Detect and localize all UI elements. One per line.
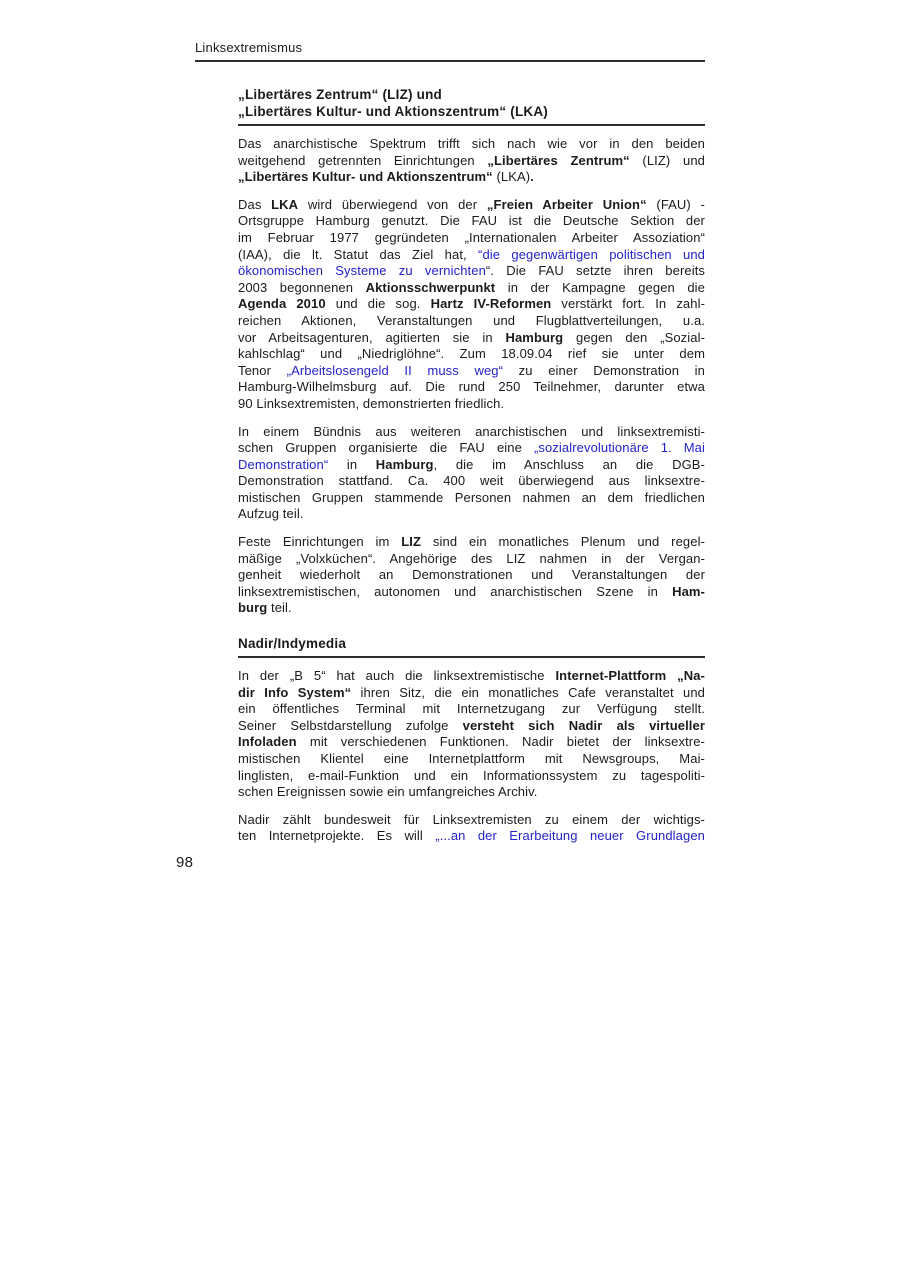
- body-text: „Libertäres Zentrum“ (LIZ) und: [238, 87, 443, 102]
- text-line: [238, 784, 705, 801]
- emphasis-text: LKA: [271, 196, 299, 212]
- text-line: [238, 718, 705, 735]
- emphasis-text: Agenda 2010: [238, 296, 326, 312]
- emphasis-text: Hartz IV-Reformen: [430, 296, 552, 312]
- text-line: [238, 153, 705, 170]
- text-line: [238, 490, 705, 507]
- text-line: [238, 363, 705, 380]
- text-line: [238, 751, 705, 768]
- text-line: [238, 313, 705, 330]
- quoted-citation-text: „...an der Erarbeitung neuer Grundlagen: [435, 828, 705, 844]
- body-text: in der Kampagne gegen die: [495, 279, 705, 295]
- emphasis-text: Aktionsschwerpunkt: [365, 279, 496, 295]
- heading-nadir-indymedia: [238, 635, 705, 658]
- body-text: (LIZ) und: [629, 152, 705, 168]
- text-line: [238, 424, 705, 441]
- document-body: [238, 86, 705, 856]
- body-text: ten Internetprojekte. Es will: [238, 828, 436, 844]
- text-line: [238, 506, 705, 523]
- paragraph-lka-fau: [238, 197, 705, 413]
- paragraph-nadir-info-system: [238, 668, 705, 801]
- emphasis-text: Hamburg: [375, 456, 434, 472]
- text-line: [238, 635, 705, 652]
- emphasis-text: „Libertäres Kultur- und Aktionszentrum“: [238, 169, 493, 185]
- paragraph-anarchistisches-spektrum: [238, 136, 705, 186]
- text-line: [238, 734, 705, 751]
- text-line: [238, 440, 705, 457]
- text-line: [238, 551, 705, 568]
- quoted-citation-text: „sozialrevolutionäre 1. Mai: [533, 440, 706, 456]
- emphasis-text: dir Info System“: [238, 684, 352, 700]
- body-text: im Februar 1977 gegründeten „Internationalen Arbeiter Assoziation“: [238, 229, 705, 245]
- emphasis-text: versteht sich Nadir als virtueller: [462, 717, 705, 733]
- body-text: mistischen Gruppen stammende Personen nahmen an dem friedlichen: [238, 489, 705, 505]
- body-text: Feste Einrichtungen im: [238, 534, 402, 550]
- body-text: kahlschlag“ und „Niedriglöhne“. Zum 18.09.04 rief sie unter dem: [238, 346, 705, 362]
- body-text: Hamburg-Wilhelmsburg auf. Die rund 250 Teilnehmer, darunter etwa: [238, 379, 705, 395]
- text-line: [238, 86, 705, 103]
- emphasis-text: burg: [238, 600, 268, 616]
- body-text: 2003 begonnenen: [238, 279, 366, 295]
- emphasis-text: Internet-Plattform „Na-: [555, 668, 705, 684]
- text-line: [238, 473, 705, 490]
- emphasis-text: Ham-: [672, 583, 705, 599]
- body-text: mit verschiedenen Funktionen. Nadir bietet der linksextre-: [296, 734, 705, 750]
- text-line: [238, 197, 705, 214]
- running-header-text: Linksextremismus: [195, 40, 303, 55]
- body-text: Seiner Selbstdarstellung zufolge: [238, 717, 463, 733]
- text-line: [238, 213, 705, 230]
- body-text: , die im Anschluss an die DGB-: [433, 456, 705, 472]
- text-line: [238, 768, 705, 785]
- body-text: und die sog.: [325, 296, 431, 312]
- body-text: mistischen Klientel eine Internetplattform mit Newsgroups, Mai-: [238, 751, 705, 766]
- text-line: [238, 230, 705, 247]
- body-text: wird überwiegend von der: [298, 196, 487, 212]
- text-line: [238, 169, 705, 186]
- body-text: zu einer Demonstration in: [503, 362, 706, 378]
- body-text: weitgehend getrennten Einrichtungen: [238, 152, 488, 168]
- body-text: Das: [238, 196, 272, 212]
- quoted-citation-text: Demonstration“: [238, 456, 329, 472]
- body-text: Nadir zählt bundesweit für Linksextremisten zu einem der wichtigs-: [238, 811, 705, 827]
- text-line: [238, 346, 705, 363]
- body-text: gegen den „Sozial-: [563, 329, 706, 345]
- body-text: in: [328, 456, 376, 472]
- body-text: vor Arbeitsagenturen, agitierten sie in: [238, 329, 506, 345]
- emphasis-text: .: [530, 169, 534, 185]
- quoted-citation-text: ökonomischen Systeme zu vernichten: [238, 263, 486, 279]
- emphasis-text: „Libertäres Zentrum“: [487, 152, 630, 168]
- text-line: [238, 812, 705, 829]
- text-line: [238, 103, 705, 120]
- body-text: schen Ereignissen sowie ein umfangreiches Archiv.: [238, 784, 538, 800]
- text-line: [238, 701, 705, 718]
- quoted-citation-text: „Arbeitslosengeld II muss weg“: [286, 362, 504, 378]
- text-line: [238, 567, 705, 584]
- heading-liz-lka: [238, 86, 705, 126]
- text-line: [238, 600, 705, 617]
- text-line: [238, 247, 705, 264]
- emphasis-text: LIZ: [401, 534, 422, 550]
- emphasis-text: „Freien Arbeiter Union“: [486, 196, 647, 212]
- text-line: [238, 396, 705, 413]
- text-line: [238, 685, 705, 702]
- body-text: reichen Aktionen, Veranstaltungen und Flugblattverteilungen, u.a.: [238, 312, 705, 328]
- body-text: ihren Sitz, die ein monatliches Cafe veranstaltet und: [351, 684, 705, 700]
- body-text: (LKA): [492, 169, 531, 185]
- body-text: (IAA), die lt. Statut das Ziel hat,: [238, 246, 479, 262]
- paragraph-buendnis-1-mai: [238, 424, 705, 524]
- body-text: verstärkt fort. In zahl-: [551, 296, 706, 312]
- text-line: [238, 828, 705, 845]
- paragraph-nadir-internetprojekte: [238, 812, 705, 845]
- body-text: 90 Linksextremisten, demonstrierten friedlich.: [238, 395, 505, 411]
- body-text: Nadir/Indymedia: [238, 636, 347, 652]
- body-text: linksextremistischen, autonomen und anarchistischen Szene in: [238, 583, 673, 599]
- body-text: schen Gruppen organisierte die FAU eine: [238, 440, 534, 456]
- text-line: [238, 330, 705, 347]
- paragraph-liz-einrichtungen: [238, 534, 705, 617]
- text-line: [238, 296, 705, 313]
- body-text: teil.: [267, 600, 292, 616]
- quoted-citation-text: “die gegenwärtigen politischen und: [478, 246, 705, 262]
- body-text: genheit wiederholt an Demonstrationen und Veranstaltungen der: [238, 567, 705, 583]
- body-text: sind ein monatliches Plenum und regel-: [421, 534, 705, 550]
- body-text: In der „B 5“ hat auch die linksextremistische: [238, 668, 556, 684]
- text-line: [238, 584, 705, 601]
- text-line: [238, 280, 705, 297]
- body-text: Das anarchistische Spektrum trifft sich nach wie vor in den beiden: [238, 136, 705, 151]
- text-line: [238, 136, 705, 153]
- body-text: Demonstration stattfand. Ca. 400 weit überwiegend aus linksextre-: [238, 473, 705, 489]
- emphasis-text: Hamburg: [505, 329, 564, 345]
- text-line: [238, 534, 705, 551]
- text-line: [238, 668, 705, 685]
- text-line: [238, 379, 705, 396]
- body-text: Ortsgruppe Hamburg genutzt. Die FAU ist die Deutsche Sektion der: [238, 213, 705, 229]
- body-text: Tenor: [238, 362, 287, 378]
- page-number: 98: [176, 854, 194, 871]
- body-text: “. Die FAU setzte ihren bereits: [485, 263, 706, 279]
- body-text: linglisten, e-mail-Funktion und ein Informationssystem zu tagespoliti-: [238, 767, 705, 783]
- body-text: In einem Bündnis aus weiteren anarchistischen und linksextremisti-: [238, 423, 705, 439]
- body-text: Aufzug teil.: [238, 506, 304, 522]
- text-line: [238, 263, 705, 280]
- body-text: ein öffentliches Terminal mit Internetzugang zur Verfügung stellt.: [238, 701, 705, 717]
- text-line: [238, 457, 705, 474]
- body-text: „Libertäres Kultur- und Aktionszentrum“ (LKA): [238, 104, 549, 119]
- running-header: [195, 40, 705, 62]
- body-text: mäßige „Volxküchen“. Angehörige des LIZ nahmen in der Vergan-: [238, 550, 705, 566]
- emphasis-text: Infoladen: [238, 734, 297, 750]
- body-text: (FAU) -: [646, 196, 705, 212]
